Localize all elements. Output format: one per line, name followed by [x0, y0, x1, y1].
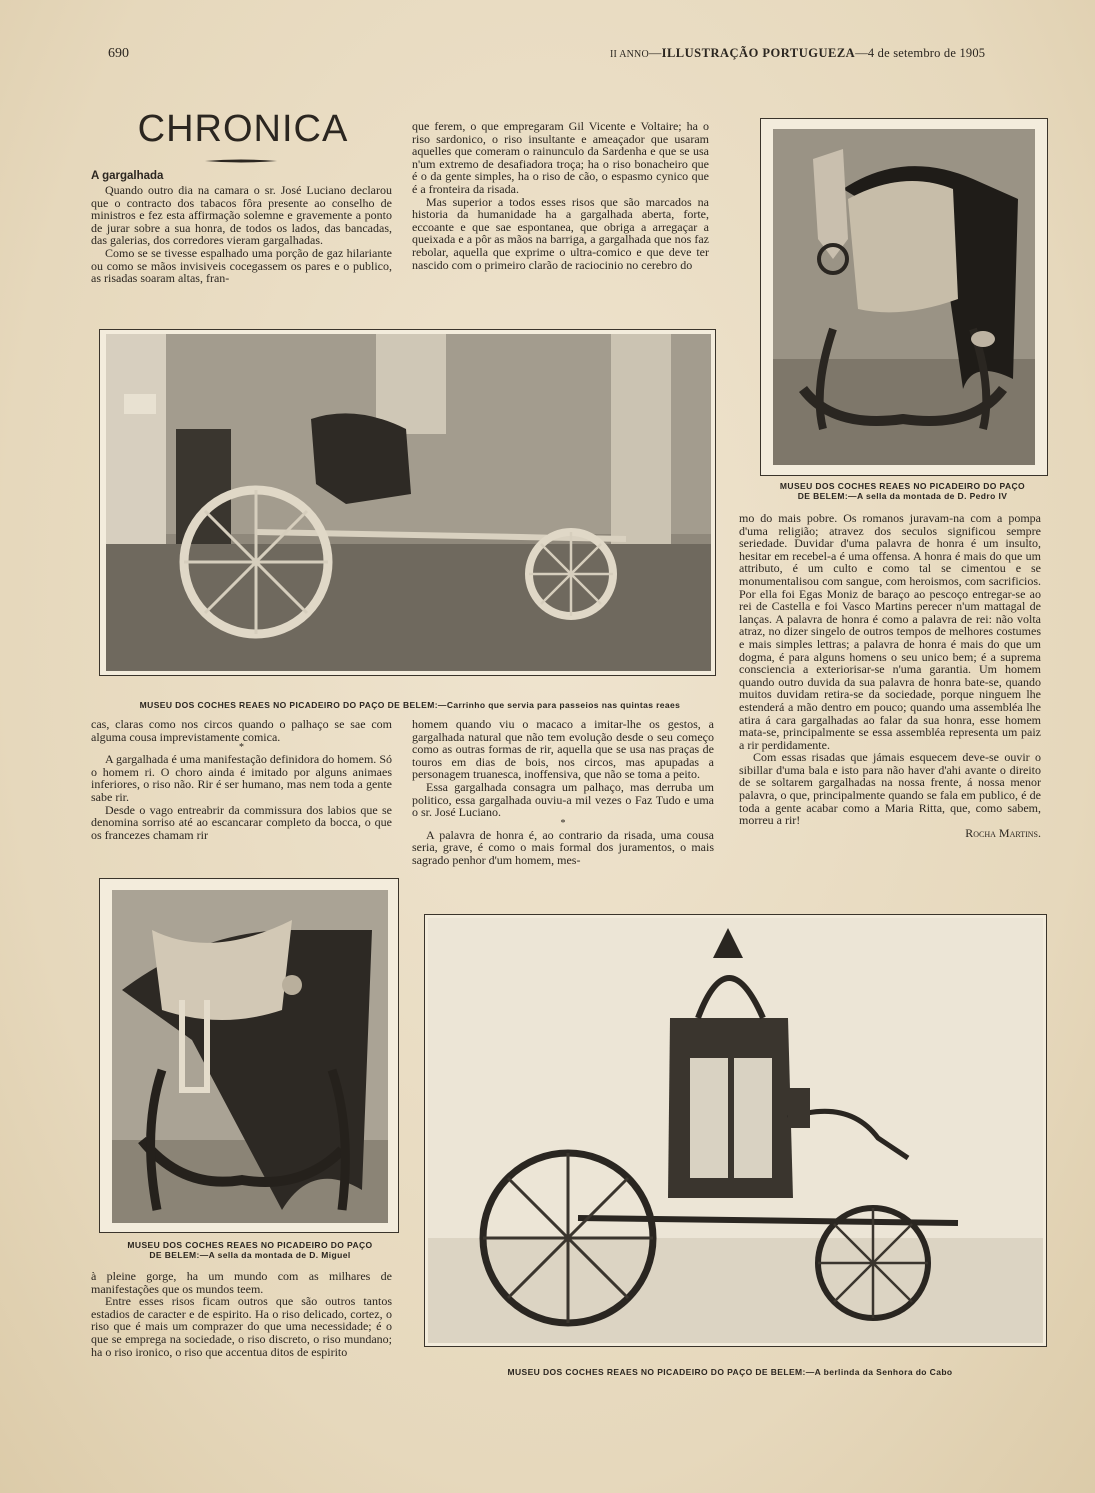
running-head-date: 4 de setembro de 1905: [867, 46, 986, 60]
running-head-prefix: II ANNO: [610, 49, 649, 60]
article-column-2-top: [412, 120, 709, 271]
article-column-1-top: [91, 184, 392, 285]
saddle-pedro-photo: [760, 118, 1048, 476]
paragraph: A palavra de honra é, ao contrario da risada, uma cousa seria, grave, é como o mais formal dos juramentos, o mais sagrado penhor d'um homem, mes-: [412, 827, 714, 867]
paragraph: mo do mais pobre. Os romanos juravam-na com a pompa d'uma religião; atravez dos seculos significou sempre seriedade. Duvidar d'uma palavra de honra é um insulto, hesitar em recebel-a é uma offensa. A honra é mais do que um attributo, é um culto e como tal se cimentou e se monumentalisou com sangue, com heroismos, com sacrificios. Por ella foi Egas Moniz de baraço ao pescoço entregar-se ao rei de Castella e foi Vasco Martins perecer n'um mattagal de lanças. A palavra de honra é como a palavra de rei: não volta atraz, no dizer singelo de outros tempos de melhores costumes e mais simples lettras; a palavra de honra é mais do que um dogma, é para alguns homens o seu unico bem; é a suprema consciencia a exteriorisar-se n'uma garantia. Um homem quando outro duvida da sua palavra de honra bate-se, quando muitos duvidam retira-se da sociedade, porque ninguem lhe estenderá a mão dentro em pouco; quando uma assembléa lhe atira á cara gargalhadas ao falar da sua honra, esse homem mata-se, principalmente se essa assembléa representa um paiz a rir perdidamente.: [739, 511, 1041, 752]
running-head-title: ILLUSTRAÇÃO PORTUGUEZA: [661, 46, 856, 60]
carriage-photo: [99, 329, 716, 676]
paragraph: A gargalhada é uma manifestação definidora do homem. Só o homem ri. O choro ainda é imitado por alguns animaes inferiores, o riso não. Rir é ser humano, mas nem toda a gente sabe rir.: [91, 752, 392, 804]
paragraph: à pleine gorge, ha um mundo com as milhares de manifestações que os mundos teem.: [91, 1269, 392, 1296]
berlinda-photo: [424, 914, 1047, 1347]
paragraph: homem quando viu o macaco a imitar-lhe os gestos, a gargalhada natural que não tem evolução desde o seu começo como as outras formas de rir, aquella que se usa nas praças de touros em dias de bois, nos circos, mas apupadas a personagem truanesca, inoffensiva, que não se toma a peito.: [412, 717, 714, 782]
section-break: *: [239, 742, 244, 754]
saddle-miguel-photo: [99, 878, 399, 1233]
paragraph: cas, claras como nos circos quando o palhaço se sae com alguma cousa imprevistamente comica.: [91, 717, 392, 744]
article-column-1-mid: [91, 718, 392, 841]
caption-saddle-miguel: MUSEU DOS COCHES REAES NO PICADEIRO DO PAÇO DE BELEM:—A sella da montada de D. Miguel: [127, 1240, 373, 1260]
article-column-3: [739, 512, 1041, 839]
article-subtitle: A gargalhada: [91, 170, 164, 182]
running-head: II ANNO—ILLUSTRAÇÃO PORTUGUEZA—4 de setembro de 1905: [610, 46, 986, 60]
caption-carriage: MUSEU DOS COCHES REAES NO PICADEIRO DO PAÇO DE BELEM:—Carrinho que servia para passeios nas quintas reaes: [139, 700, 681, 710]
caption-berlinda: MUSEU DOS COCHES REAES NO PICADEIRO DO PAÇO DE BELEM:—A berlinda da Senhora do Cabo: [507, 1367, 953, 1377]
ornamental-rule-icon: [205, 158, 277, 164]
paragraph: Essa gargalhada consagra um palhaço, mas derruba um politico, essa gargalhada ouviu-a mil vezes o Faz Tudo e uma o sr. José Luciano.: [412, 779, 714, 820]
signature: Rocha Martins.: [965, 825, 1041, 840]
article-column-1-bottom: [91, 1270, 392, 1358]
paragraph: Mas superior a todos esses risos que são marcados na historia da humanidade ha a gargalhada aberta, forte, eccoante e que sae espontanea, que obriga a arregaçar a queixada e a pôr as mãos na barriga, a gargalhada que nos faz rebolar, aquella que exprime o ultra-comico e que deve ter nascido com o primeiro clarão de raciocinio no cerebro do: [412, 194, 709, 272]
paragraph: Entre esses risos ficam outros que são outros tantos estadios de caracter e de espirito. Ha o riso delicado, cortez, o riso que é mais um comprazer do que uma necessidade; é o que se emprega na sociedade, o riso discreto, o riso mundano; ha o riso ironico, o riso que accentua ditos de espirito: [91, 1294, 392, 1359]
page-number: 690: [108, 46, 129, 61]
section-break: *: [560, 817, 566, 829]
page-title: CHRONICA: [137, 108, 349, 150]
paragraph: Quando outro dia na camara o sr. José Luciano declarou que o contracto dos tabacos fôra presente ao conselho de ministros e fez esta affirmação solemne e gravemente a ponto de jurar sobre a sua honra, de todos os lados, das bancadas, das galerias, dos corredores vieram gargalhadas.: [91, 183, 392, 248]
paragraph: Com essas risadas que jámais esquecem deve-se ouvir o sibillar d'uma bala e isto para não haver d'ahi avante o direito de se soltarem gargalhadas na nossa frente, á nossa menor palavra, o que, principalmente quando se fala em publico, é de toda a gente acabar como a Maria Ritta, que, como sabem, morreu a rir!: [739, 750, 1041, 828]
paragraph: Como se se tivesse espalhado uma porção de gaz hilariante ou como se mãos invisiveis cocegassem os pares e o publico, as risadas soaram altas, fran-: [91, 245, 392, 286]
paragraph: Desde o vago entreabrir da commissura dos labios que se denomina sorriso até ao escancarar completo da bocca, o que os francezes chamam rir: [91, 802, 392, 842]
caption-saddle-pedro: MUSEU DOS COCHES REAES NO PICADEIRO DO PAÇO DE BELEM:—A sella da montada de D. Pedro IV: [779, 481, 1026, 501]
paragraph: que ferem, o que empregaram Gil Vicente e Voltaire; ha o riso sardonico, o riso insultante e ameaçador que usaram aquelles que comeram o rainunculo da Sardenha e que se usa n'um extremo de desafiadora troça; ha o riso bonacheiro que é o da gente simples, ha o riso de cão, o espasmo cynico que é a fronteira da risada.: [412, 119, 709, 196]
article-column-2-mid: [412, 718, 714, 867]
